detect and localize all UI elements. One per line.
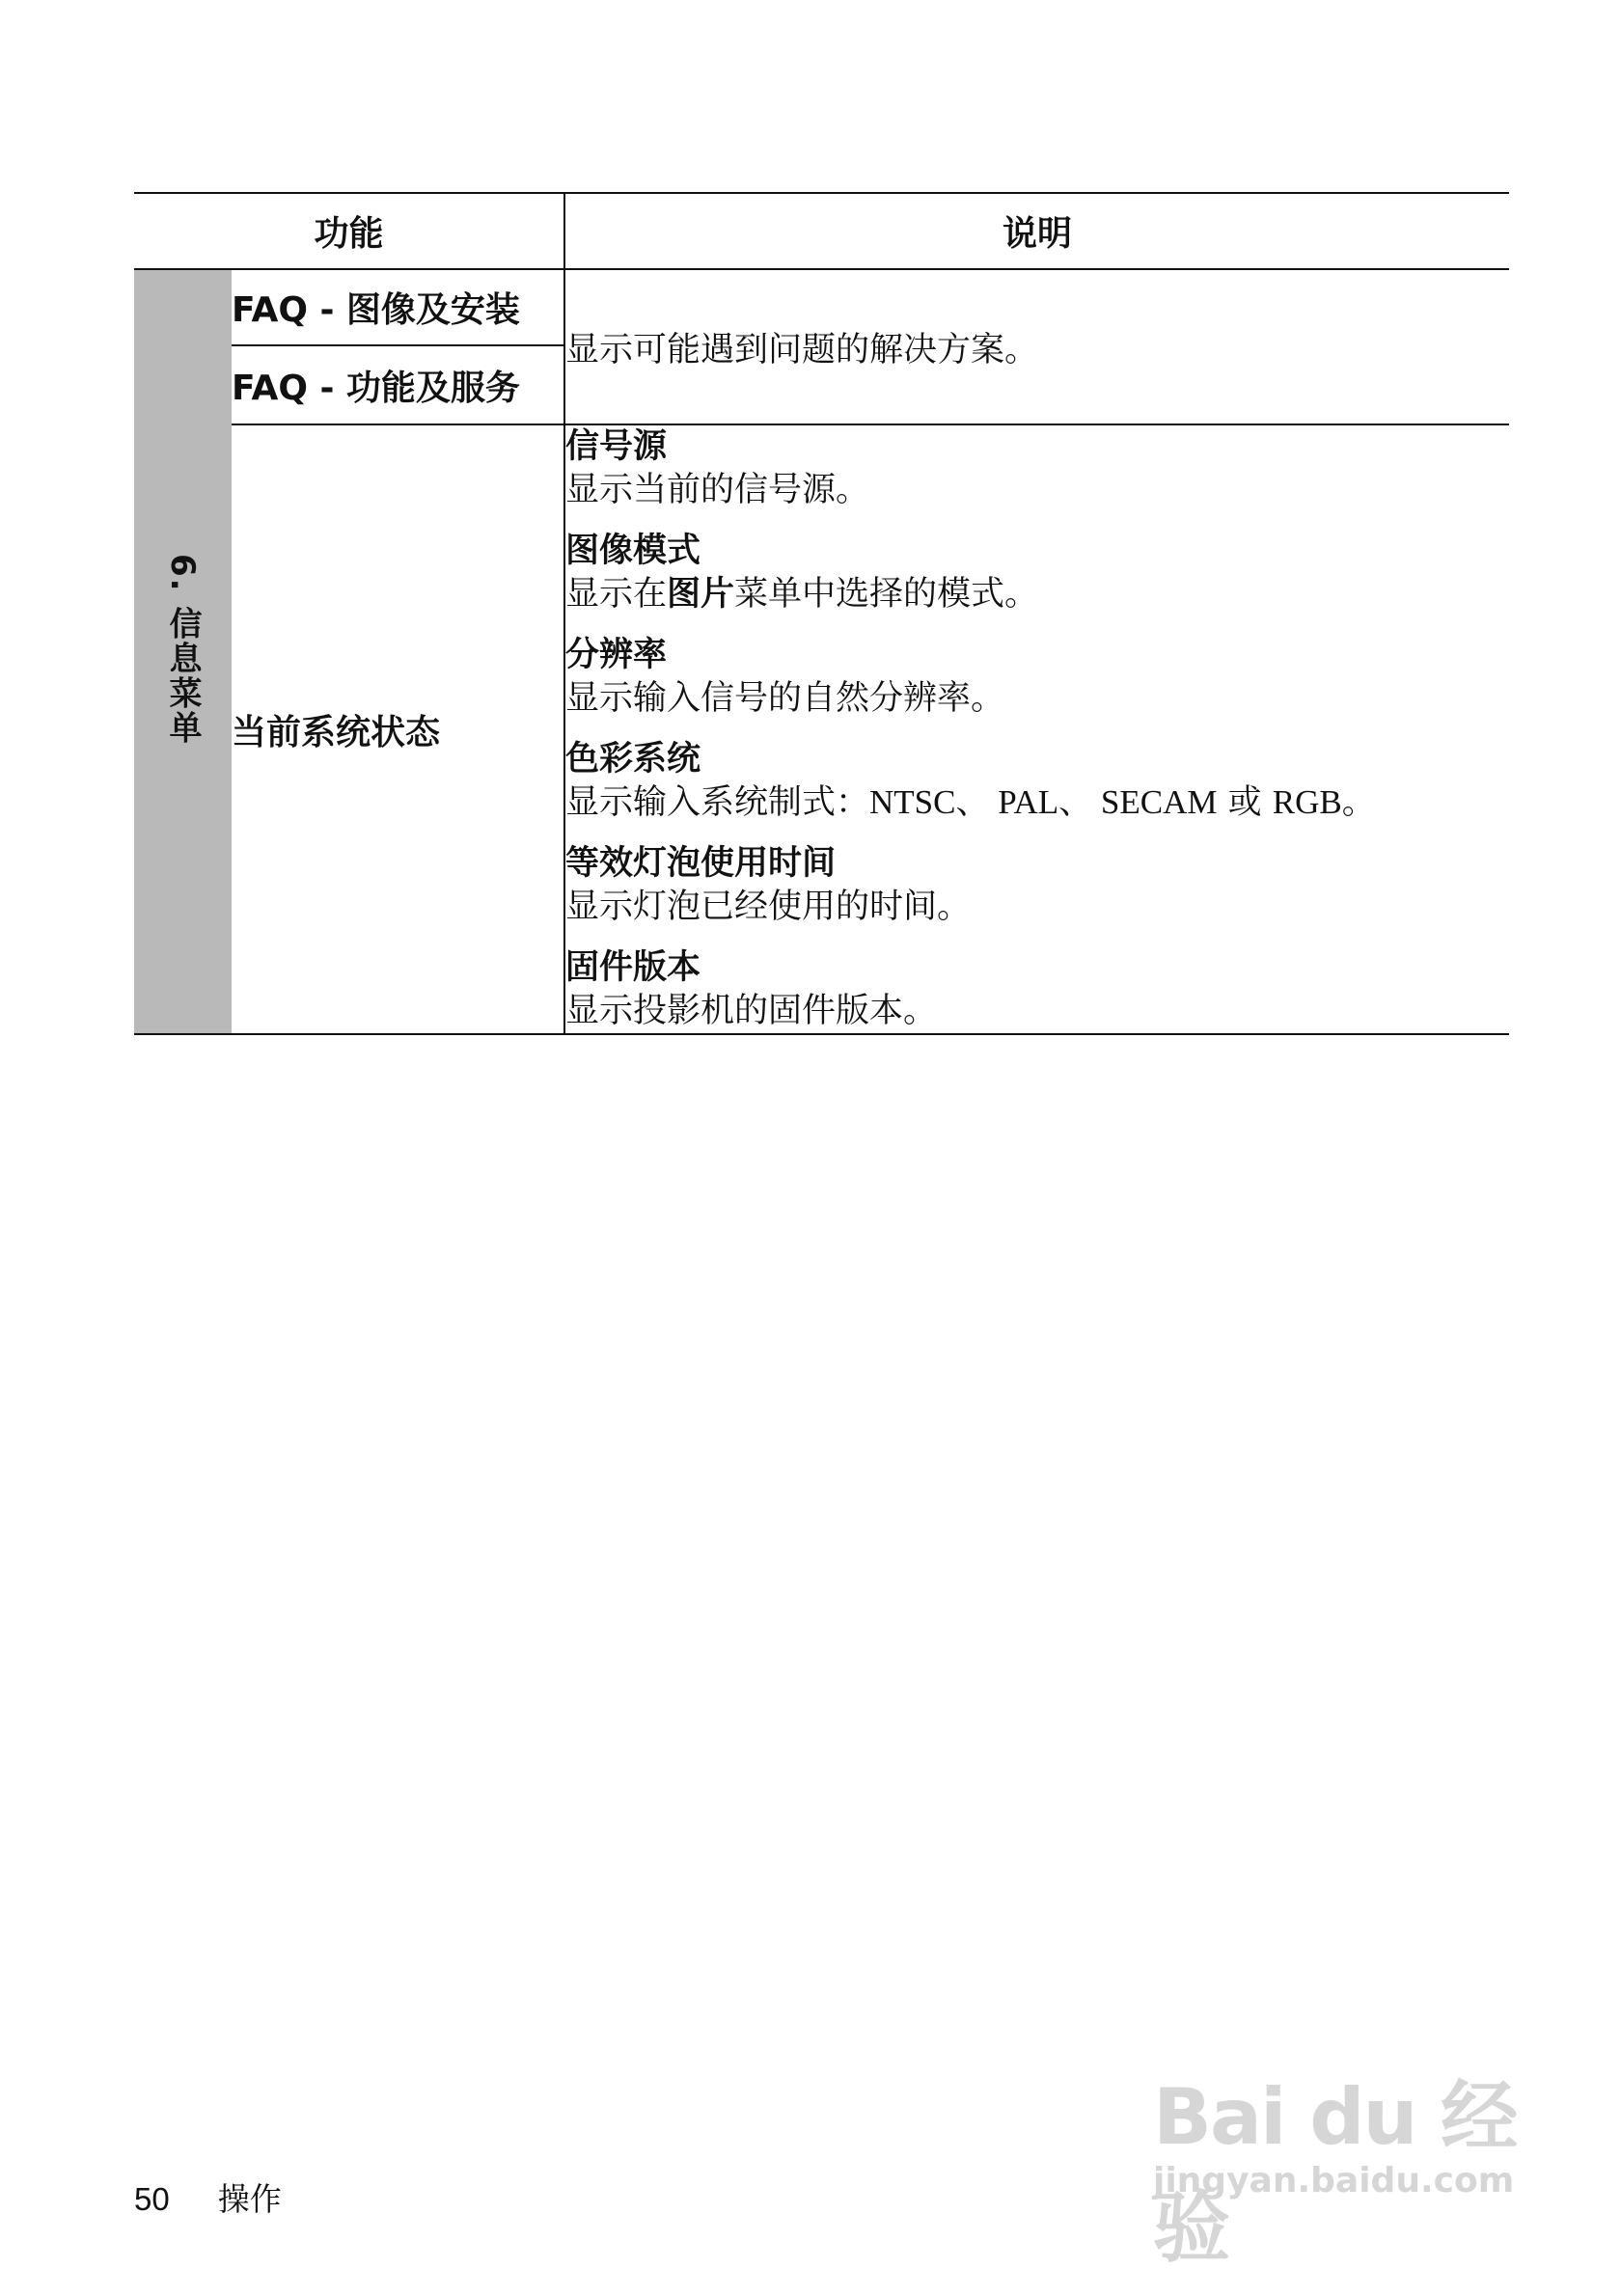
- text-segment: 菜单中选择的模式。: [734, 575, 1039, 614]
- watermark-logo: Bai du 经验: [1153, 2072, 1517, 2273]
- status-item-title: 图像模式: [565, 532, 701, 570]
- status-item-text: [565, 780, 1509, 825]
- status-description: [564, 424, 1509, 1034]
- text-segment: 显示输入系统制式：: [565, 783, 870, 822]
- status-item-text: [565, 572, 1509, 616]
- function-faq-image-install: FAQ - 图像及安装: [232, 269, 564, 345]
- color-systems: NTSC、 PAL、 SECAM: [869, 783, 1218, 821]
- text-segment: 显示在: [565, 575, 668, 614]
- status-item-text: 显示灯泡已经使用的时间。: [565, 888, 972, 926]
- menu-label-cell: [134, 269, 232, 1034]
- table-row: [134, 424, 1509, 1034]
- section-name: 操作: [217, 2181, 282, 2217]
- page-number: 50: [134, 2181, 170, 2217]
- function-faq-function-service: FAQ - 功能及服务: [232, 345, 564, 424]
- header-function: 功能: [134, 193, 564, 269]
- function-table: [134, 192, 1509, 1035]
- menu-label: 6. 信息菜单: [163, 554, 202, 746]
- status-item-text: 显示当前的信号源。: [565, 471, 870, 509]
- status-item-text: 显示投影机的固件版本。: [565, 992, 938, 1030]
- status-item-title: 色彩系统: [565, 740, 701, 779]
- status-item: [565, 425, 1509, 512]
- table-row: [134, 269, 1509, 345]
- picture-menu-name: 图片: [667, 575, 735, 614]
- rgb-system: RGB: [1272, 783, 1342, 821]
- function-system-status: 当前系统状态: [232, 424, 564, 1034]
- page-footer: [134, 2174, 282, 2220]
- watermark-url: jingyan.baidu.com: [1153, 2161, 1515, 2200]
- status-item: [565, 946, 1509, 1033]
- status-item-text: 显示输入信号的自然分辨率。: [565, 679, 1005, 718]
- text-segment: 或: [1217, 783, 1273, 822]
- status-item: [565, 530, 1509, 616]
- status-item-title: 信号源: [565, 427, 668, 466]
- watermark: [1153, 2055, 1539, 2273]
- table-header-row: [134, 193, 1509, 269]
- faq-description: 显示可能遇到问题的解决方案。: [564, 269, 1509, 424]
- status-item: [565, 738, 1509, 825]
- status-item-title: 分辨率: [565, 636, 668, 674]
- status-item: [565, 842, 1509, 929]
- status-item: [565, 634, 1509, 721]
- text-segment: 。: [1341, 783, 1376, 822]
- status-item-title: 等效灯泡使用时间: [565, 844, 837, 883]
- status-item-title: 固件版本: [565, 948, 701, 987]
- header-description: 说明: [564, 193, 1509, 269]
